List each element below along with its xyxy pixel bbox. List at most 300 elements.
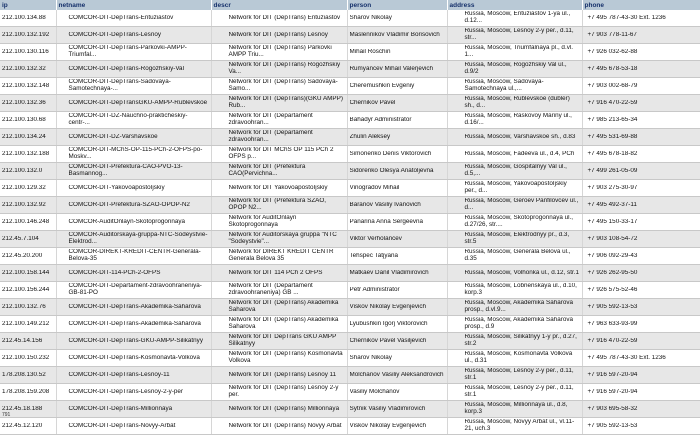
- cell-person-text: Vasiliy Molchanov: [349, 388, 400, 395]
- cell-netname: [56, 333, 211, 350]
- cell-netname-text: COMCOR-DIT-DepTrans-GKU-AMPP-Silikatnyy: [68, 337, 203, 344]
- cell-address: [447, 401, 582, 418]
- cell-phone-text: +7 903 108-54-72: [587, 235, 638, 242]
- cell-person-text: Bahadyr Administrator: [349, 116, 412, 123]
- cell-phone-text: +7 916 470-22-59: [587, 99, 638, 106]
- column-header-descr[interactable]: descr: [211, 0, 347, 10]
- cell-ip-text: 212.100.129.32: [2, 184, 46, 191]
- cell-address-text: Russia, Moscow, Elektrodnyy pr., d.3, str.5: [464, 232, 570, 245]
- cell-person: [347, 265, 447, 282]
- row-count-label: 791: [2, 412, 11, 418]
- cell-ip-text: 212.100.149.212: [2, 320, 50, 327]
- cell-person-text: Vinogradov Mihail: [349, 184, 400, 191]
- cell-person-text: Chernikov Pavel: [349, 99, 396, 106]
- cell-phone-text: +7 916 597-20-94: [587, 388, 638, 395]
- cell-person: [347, 214, 447, 231]
- cell-address-text: Russia, Moscow, YakovoapostoIjskiy per., d...: [464, 181, 567, 194]
- cell-netname: [56, 44, 211, 61]
- cell-address: [447, 197, 582, 214]
- cell-address: [447, 333, 582, 350]
- cell-netname-text: COMCOR-DIT-DepTrans-Sadovaya-Samotechnaya-...: [68, 79, 171, 92]
- cell-netname-text: COMCOR-Auditorskaya-gruppa-NTC-Sodeystvie-Elektrod...: [68, 232, 208, 245]
- cell-address: [447, 384, 582, 401]
- cell-netname-text: COMCOR-DIT-DepTrans-Lesnoy-2-y-per: [68, 388, 184, 395]
- cell-address: [447, 316, 582, 333]
- cell-phone-text: +7 926 575-52-46: [587, 286, 638, 293]
- cell-address-text: Russia, Moscow, Skotoprogonnaya ul., d.27/26, str....: [464, 215, 574, 228]
- cell-phone-text: +7 495 787-43-30 Ext. 1236: [587, 14, 666, 21]
- cell-phone: [582, 163, 700, 180]
- cell-person-text: Chernikov Pavel Vasiljevich: [349, 337, 427, 344]
- table-row[interactable]: [0, 367, 700, 384]
- cell-person-text: Cheremushkin Evgeniy: [349, 82, 415, 89]
- cell-netname-text: COMCOR-AuditOnlayn-Skotoprogonnaya: [68, 218, 186, 225]
- cell-person: [347, 112, 447, 129]
- cell-phone-text: +7 905 592-13-53: [587, 303, 638, 310]
- cell-phone-text: +7 495 531-69-88: [587, 133, 638, 140]
- cell-phone-text: +7 903 695-58-32: [587, 405, 638, 412]
- table-row[interactable]: [0, 401, 700, 418]
- cell-ip-text: 212.100.130.116: [2, 48, 49, 55]
- cell-address-text: Russia, Moscow, Lesnoy 2-y per., d.11, str.1: [464, 368, 574, 381]
- cell-netname: [56, 282, 211, 299]
- cell-person-text: Sharov Nikolay: [349, 14, 392, 21]
- cell-address: [447, 180, 582, 197]
- cell-person-text: Panarina Anna Sergeevna: [349, 218, 424, 225]
- cell-descr-text: Network for DIT 114 PCh 2 OFPS: [228, 269, 323, 276]
- cell-phone: [582, 248, 700, 265]
- cell-person: [347, 316, 447, 333]
- cell-person-text: Zhulin Aleksey: [349, 133, 391, 140]
- cell-netname: [56, 78, 211, 95]
- cell-netname: [56, 401, 211, 418]
- cell-descr: [211, 418, 347, 435]
- cell-person: [347, 418, 447, 435]
- cell-ip-text: 212.45.7.104: [2, 235, 39, 242]
- cell-ip: [0, 129, 56, 146]
- cell-netname: [56, 248, 211, 265]
- table-row[interactable]: [0, 146, 700, 163]
- cell-phone-text: +7 905 592-13-53: [587, 422, 638, 429]
- cell-address-text: Russia, Moscow, Rublevskoe (dubler) sh., d...: [464, 96, 570, 109]
- cell-descr-text: Network for DIREKT KREDIT CENTR Generala Belova 35: [228, 249, 334, 262]
- cell-ip: [0, 367, 56, 384]
- cell-descr-text: Network for AuditOnlayn Skotoprogonnaya: [228, 215, 297, 228]
- cell-phone-text: +7 499 261-05-09: [587, 167, 638, 174]
- cell-person-text: Petr Administrator: [349, 286, 400, 293]
- cell-address-text: Russia, Moscow, Lesnoy 2-y per., d.11, str.1: [464, 385, 574, 398]
- table-row[interactable]: [0, 180, 700, 197]
- cell-phone: [582, 197, 700, 214]
- cell-phone: [582, 333, 700, 350]
- cell-descr-text: Network for DIT (Departament zdravoohraneniya) GB ...: [228, 283, 313, 296]
- column-header-person[interactable]: person: [347, 0, 447, 10]
- cell-netname: [56, 418, 211, 435]
- cell-netname: [56, 112, 211, 129]
- cell-netname: [56, 163, 211, 180]
- cell-descr: [211, 146, 347, 163]
- cell-netname-text: COMCOR-DIT-114-PCh-2-OFPS: [68, 269, 161, 276]
- cell-address: [447, 146, 582, 163]
- cell-person-text: Viskov Nikolay Evgenjevich: [349, 422, 427, 429]
- cell-address-text: Russia, Moscow, Silikatnyy 1-y pr., d.27, str.2: [464, 334, 577, 347]
- cell-netname: [56, 316, 211, 333]
- cell-netname-text: COMCOR-DIT-DepTrans-Entuziastov: [68, 14, 174, 21]
- cell-descr: [211, 10, 347, 27]
- table-body: [0, 10, 700, 435]
- cell-netname: [56, 265, 211, 282]
- cell-address: [447, 27, 582, 44]
- cell-phone: [582, 129, 700, 146]
- cell-netname: [56, 180, 211, 197]
- cell-phone: [582, 78, 700, 95]
- cell-netname-text: COMCOR-DIT-DepTrans-Lesnoy-11: [68, 371, 170, 378]
- table-row[interactable]: [0, 265, 700, 282]
- cell-ip-text: 212.100.132.32: [2, 65, 46, 72]
- cell-phone-text: +7 495 787-43-30 Ext. 1236: [587, 354, 666, 361]
- cell-phone: [582, 146, 700, 163]
- cell-person-text: Baranov Vasiliy Ivanovich: [349, 201, 421, 208]
- cell-ip-text: 212.100.156.244: [2, 286, 50, 293]
- cell-ip-text: 212.45.18.188: [2, 405, 43, 412]
- table-row[interactable]: [0, 112, 700, 129]
- cell-descr-text: Network for DIT (Departament zdravoohran...: [228, 113, 313, 126]
- cell-descr: [211, 350, 347, 367]
- cell-netname-text: COMCOR-DIT-YakovoapostoIjskiy: [68, 184, 165, 191]
- cell-descr-text: Network for DIT DepTrans GKU AMPP Silikatnyy: [228, 334, 337, 347]
- cell-ip: [0, 282, 56, 299]
- cell-address-text: Russia, Moscow, Varshavskoe sh., d.83: [464, 133, 576, 140]
- cell-descr-text: Network for DIT YakovoapostoIjskiy: [228, 184, 328, 191]
- cell-descr: [211, 333, 347, 350]
- cell-ip-text: 212.100.130.68: [2, 116, 46, 123]
- cell-phone: [582, 418, 700, 435]
- cell-descr: [211, 282, 347, 299]
- cell-address-text: Russia, Moscow, Lobnenskaya ul., d.10, korp.3: [464, 283, 577, 296]
- cell-descr-text: Network for DIT (DepTrans) Akademika Saharova: [228, 300, 339, 313]
- cell-netname: [56, 299, 211, 316]
- cell-netname: [56, 10, 211, 27]
- cell-person: [347, 384, 447, 401]
- cell-address: [447, 163, 582, 180]
- table-row[interactable]: [0, 44, 700, 61]
- cell-ip-text: 178.208.130.52: [2, 371, 46, 378]
- cell-descr-text: Network for DIT (DepTrans) Sadovaya-Samo...: [228, 79, 338, 92]
- cell-person: [347, 231, 447, 248]
- cell-descr-text: Network for DIT (DepTrans) Novyy Arbat: [228, 422, 342, 429]
- table-header-row: [0, 0, 700, 10]
- cell-phone: [582, 367, 700, 384]
- cell-address: [447, 299, 582, 316]
- cell-netname: [56, 129, 211, 146]
- cell-address: [447, 95, 582, 112]
- cell-netname-text: COMCOR-DIT-Departament-zdravoohraneniya-GB-81-PO: [68, 283, 202, 296]
- cell-person: [347, 333, 447, 350]
- cell-address-text: Russia, Moscow, Raskovoy Mariny ul., d.16/...: [464, 113, 572, 126]
- cell-phone: [582, 27, 700, 44]
- cell-netname-text: COMCOR-DIT-Prefektura-SZAO-OPOP-N2: [68, 201, 190, 208]
- cell-descr: [211, 95, 347, 112]
- cell-phone-text: +7 495 150-33-17: [587, 218, 638, 225]
- cell-phone: [582, 231, 700, 248]
- cell-descr-text: Network for DIT (Departament zdravoohran...: [228, 130, 313, 143]
- cell-ip-text: 212.45.20.200: [2, 252, 43, 259]
- cell-descr: [211, 61, 347, 78]
- cell-phone: [582, 61, 700, 78]
- cell-address: [447, 265, 582, 282]
- cell-person-text: Sharov Nikolay: [349, 354, 392, 361]
- cell-phone: [582, 316, 700, 333]
- table-row[interactable]: [0, 214, 700, 231]
- cell-person: [347, 248, 447, 265]
- cell-descr: [211, 367, 347, 384]
- cell-address: [447, 129, 582, 146]
- cell-descr: [211, 163, 347, 180]
- cell-address-text: Russia, Moscow, Volhonka ul., d.12, str.1: [464, 269, 579, 276]
- cell-descr: [211, 129, 347, 146]
- cell-netname-text: COMCOR-DIT-DepTrans-Novyy-Arbat: [68, 422, 176, 429]
- cell-ip: [0, 384, 56, 401]
- cell-descr-text: Network for DIT (Prefektura CAO(Pervichna...: [228, 164, 306, 177]
- cell-address-text: Russia, Moscow, Akademika Saharova prosp., d.9: [464, 317, 573, 330]
- cell-ip: [0, 299, 56, 316]
- cell-address: [447, 112, 582, 129]
- cell-phone-text: +7 985 213-65-34: [587, 116, 638, 123]
- cell-ip-text: 212.100.146.248: [2, 218, 50, 225]
- cell-descr-text: Network for DIT (DepTrans) Rogozhskiy Va...: [228, 62, 341, 75]
- cell-phone-text: +7 495 492-37-11: [587, 201, 637, 208]
- cell-netname-text: COMCOR-DIT-DepTrans-Kosmonavta-Volkova: [68, 354, 200, 361]
- cell-address-text: Russia, Moscow, Fadeeva ul., d.4, PCh: [464, 150, 575, 157]
- cell-phone-text: +7 903 778-11-67: [587, 31, 637, 38]
- cell-phone-text: +7 916 597-20-94: [587, 371, 638, 378]
- cell-descr: [211, 214, 347, 231]
- cell-netname: [56, 214, 211, 231]
- cell-person-text: Lyubushkin Igorj Viktorovich: [349, 320, 428, 327]
- cell-address: [447, 367, 582, 384]
- cell-netname-text: COMCOR-DIT-DepTrans-Lesnoy: [68, 31, 161, 38]
- cell-descr: [211, 180, 347, 197]
- cell-descr: [211, 384, 347, 401]
- column-header-ip[interactable]: ip: [0, 0, 56, 10]
- cell-person: [347, 197, 447, 214]
- cell-person-text: Sidorenko Olesya Anatoljevna: [349, 167, 434, 174]
- cell-person: [347, 78, 447, 95]
- cell-descr: [211, 78, 347, 95]
- cell-address-text: Russia, Moscow, Triumfalnaya pl., d.vl. 1...: [464, 45, 573, 58]
- cell-person-text: Viktor Verholancev: [349, 235, 402, 242]
- cell-descr-text: Network for DIT MChS OP 115 PCh 2 OFPS p...: [228, 147, 334, 160]
- cell-phone-text: +7 963 633-93-99: [587, 320, 638, 327]
- cell-phone: [582, 384, 700, 401]
- cell-person: [347, 44, 447, 61]
- cell-person-text: Mihail Roschin: [349, 48, 391, 55]
- cell-netname: [56, 61, 211, 78]
- table-row[interactable]: [0, 10, 700, 27]
- cell-descr: [211, 265, 347, 282]
- cell-ip: [0, 333, 56, 350]
- cell-descr-text: Network for DIT (DepTrans) Lesnoy 2-y per.: [228, 385, 339, 398]
- cell-ip-text: 212.100.132.92: [2, 201, 46, 208]
- cell-descr-text: Network for Auditorskaya gruppa "NTC "Sodeystvie"...: [228, 232, 337, 245]
- cell-netname-text: COMCOR-DIT-DepTrans-Akademika-Saharova: [68, 303, 201, 310]
- table-row[interactable]: [0, 61, 700, 78]
- cell-ip: [0, 231, 56, 248]
- cell-address: [447, 78, 582, 95]
- cell-address: [447, 214, 582, 231]
- cell-netname: [56, 350, 211, 367]
- cell-descr-text: Network for DIT (DepTrans) Lesnoy: [228, 31, 328, 38]
- table-row[interactable]: [0, 350, 700, 367]
- cell-phone-text: +7 906 092-29-43: [587, 252, 638, 259]
- cell-person: [347, 95, 447, 112]
- table-row[interactable]: [0, 418, 700, 435]
- cell-person: [347, 180, 447, 197]
- cell-ip-text: 212.100.132.0: [2, 167, 43, 174]
- cell-netname: [56, 367, 211, 384]
- table-row[interactable]: [0, 163, 700, 180]
- cell-descr: [211, 27, 347, 44]
- cell-ip-text: 212.100.132.36: [2, 99, 46, 106]
- cell-ip: [0, 265, 56, 282]
- cell-ip: [0, 61, 56, 78]
- cell-phone-text: +7 926 032-62-88: [587, 48, 638, 55]
- cell-person: [347, 401, 447, 418]
- cell-address: [447, 61, 582, 78]
- cell-address-text: Russia, Moscow, Kosmonavta Volkova ul., d.31: [464, 351, 573, 364]
- column-header-address[interactable]: address: [447, 0, 582, 10]
- table-row[interactable]: [0, 316, 700, 333]
- cell-netname-text: COMCOR-DIT-DepTrans-Akademika-Saharova: [68, 320, 201, 327]
- table-row[interactable]: [0, 333, 700, 350]
- cell-person-text: Matkaev Danil Vladimirovich: [349, 269, 429, 276]
- cell-netname-text: COMCOR-DIT-MChS-OP-115-PCh-2-OFPS-po-Moskv...: [68, 147, 203, 160]
- cell-phone-text: +7 495 678-18-82: [587, 150, 638, 157]
- cell-descr: [211, 44, 347, 61]
- cell-person-text: Sytnik Vasiliy Vladimirovich: [349, 405, 426, 412]
- cell-person: [347, 27, 447, 44]
- cell-ip-text: 212.100.132.192: [2, 31, 50, 38]
- cell-ip: [0, 10, 56, 27]
- cell-address: [447, 231, 582, 248]
- cell-descr: [211, 112, 347, 129]
- cell-phone: [582, 112, 700, 129]
- cell-descr: [211, 197, 347, 214]
- cell-phone: [582, 10, 700, 27]
- table-row[interactable]: [0, 384, 700, 401]
- cell-ip: [0, 418, 56, 435]
- cell-person: [347, 367, 447, 384]
- cell-descr-text: Network for DIT (DepTrans) Kosmonavta Volkova: [228, 351, 343, 364]
- cell-netname-text: COMCOR-DIT-Prefektura-CAO-PVO-13-Basmannog...: [68, 164, 183, 177]
- cell-address: [447, 282, 582, 299]
- cell-descr: [211, 316, 347, 333]
- cell-address-text: Russia, Moscow, Millionnaya ul., d.8, korp.3: [464, 402, 568, 415]
- cell-person-text: Simonenko Denis Viktorovich: [349, 150, 432, 157]
- cell-person: [347, 163, 447, 180]
- cell-person: [347, 282, 447, 299]
- table-row[interactable]: [0, 282, 700, 299]
- cell-ip: [0, 316, 56, 333]
- column-header-netname[interactable]: netname: [56, 0, 211, 10]
- cell-netname-text: COMCOR-DIT-DZ-Nauchno-prakticheskiy-centr-...: [68, 113, 188, 126]
- cell-ip-text: 212.100.134.88: [2, 14, 46, 21]
- cell-phone-text: +7 903 002-68-79: [587, 82, 638, 89]
- cell-person-text: Maslennikov Vladimir Borisovich: [349, 31, 440, 38]
- cell-phone: [582, 299, 700, 316]
- cell-phone: [582, 214, 700, 231]
- cell-descr: [211, 299, 347, 316]
- cell-address-text: Russia, Moscow, Generala Belova ul., d.35: [464, 249, 571, 262]
- cell-phone-text: +7 916 470-22-59: [587, 337, 638, 344]
- cell-descr-text: Network for DIT (DepTrans) Parkovki AMPP Triu...: [228, 45, 332, 58]
- cell-netname-text: COMCOR-DIT-DepTrans-Parkovki-AMPP-Triumfal...: [68, 45, 187, 58]
- cell-phone: [582, 282, 700, 299]
- cell-address-text: Russia, Moscow, Geroev Panfilovcev ul., d...: [464, 198, 579, 211]
- table-row[interactable]: [0, 197, 700, 214]
- cell-phone: [582, 44, 700, 61]
- cell-ip: [0, 197, 56, 214]
- cell-ip-text: 212.45.14.156: [2, 337, 43, 344]
- cell-ip: [0, 163, 56, 180]
- cell-person: [347, 146, 447, 163]
- table-row[interactable]: [0, 129, 700, 146]
- cell-netname-text: COMCOR-DIT-DZ-Varshavskoe: [68, 133, 158, 140]
- cell-ip: [0, 180, 56, 197]
- table-row[interactable]: [0, 27, 700, 44]
- cell-person-text: Viskov Nikolay Evgenjevich: [349, 303, 427, 310]
- cell-ip-text: 212.100.132.76: [2, 303, 46, 310]
- cell-ip: [0, 95, 56, 112]
- column-header-phone[interactable]: phone: [582, 0, 700, 10]
- cell-phone-text: +7 926 262-95-50: [587, 269, 638, 276]
- cell-ip: [0, 350, 56, 367]
- cell-netname: [56, 197, 211, 214]
- cell-ip: [0, 214, 56, 231]
- cell-phone: [582, 265, 700, 282]
- cell-ip: [0, 146, 56, 163]
- cell-person: [347, 129, 447, 146]
- table-row[interactable]: [0, 231, 700, 248]
- cell-address: [447, 44, 582, 61]
- cell-descr-text: Network for DIT (DepTrans) Millionnaya: [228, 405, 340, 412]
- cell-person: [347, 350, 447, 367]
- cell-netname: [56, 27, 211, 44]
- cell-address: [447, 350, 582, 367]
- table-row[interactable]: [0, 248, 700, 265]
- cell-descr-text: Network for DIT (DepTrans) Entuziastov: [228, 14, 341, 21]
- cell-netname: [56, 231, 211, 248]
- cell-descr-text: Network for DIT (DepTrans)(GKU AMPP) Rub...: [228, 96, 343, 109]
- table-row[interactable]: [0, 78, 700, 95]
- cell-address-text: Russia, Moscow, Novyy Arbat ul., vl.11-21, uch.3: [464, 419, 575, 432]
- table-row[interactable]: [0, 95, 700, 112]
- cell-ip-text: 212.100.134.24: [2, 133, 46, 140]
- cell-descr-text: Network for DIT (DepTrans) Akademika Saharova: [228, 317, 339, 330]
- cell-netname-text: COMCOR-DIT-DepTransGKU-AMPP-Rublevskoe: [68, 99, 208, 106]
- cell-netname: [56, 384, 211, 401]
- cell-person-text: Molchanov Vasiliy Aleksandrovich: [349, 371, 444, 378]
- cell-person: [347, 10, 447, 27]
- cell-address-text: Russia, Moscow, Gospitalnyy Val ul., d.5,...: [464, 164, 567, 177]
- cell-phone: [582, 180, 700, 197]
- table-row[interactable]: [0, 299, 700, 316]
- cell-address-text: Russia, Moscow, Sadovaya-Samotechnaya ul.,...: [464, 79, 544, 92]
- cell-phone: [582, 350, 700, 367]
- cell-address-text: Russia, Moscow, Akademika Saharova prosp., d.vl.9...: [464, 300, 573, 313]
- cell-ip-text: 212.100.132.148: [2, 82, 50, 89]
- cell-person-text: Rumyancev Mihail Valerjevich: [349, 65, 434, 72]
